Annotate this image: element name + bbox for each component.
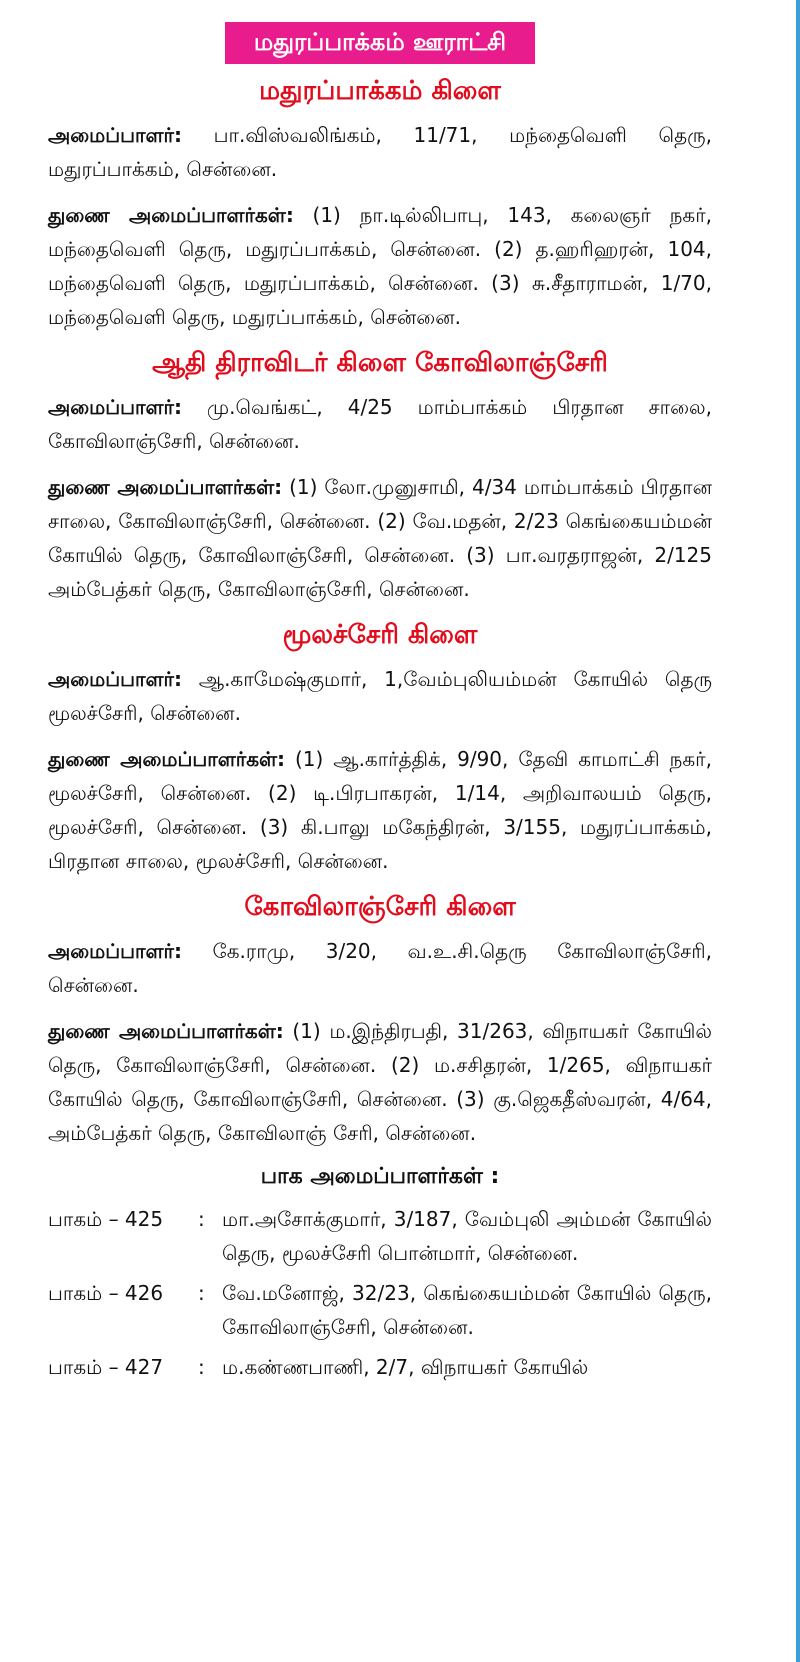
organizer-paragraph (48, 118, 712, 186)
part-label: பாகம் – 425 (48, 1207, 164, 1231)
deputy-label: துணை அமைப்பாளர்கள்: (48, 203, 294, 227)
section-kovilancheri (48, 890, 712, 1150)
organizer-text: மு.வெங்கட், 4/25 மாம்பாக்கம் பிரதான சாலை, கோவிலாஞ்சேரி, சென்னை. (48, 395, 712, 453)
part-colon: : (198, 1355, 205, 1379)
deputy-paragraph (48, 198, 712, 334)
part-row (48, 1350, 712, 1384)
part-row (48, 1202, 712, 1270)
organizer-text: ஆ.காமேஷ்குமார், 1,வேம்புலியம்மன் கோயில் தெரு மூலச்சேரி, சென்னை. (48, 667, 712, 725)
deputy-text: (1) நா.டில்லிபாபு, 143, கலைஞர் நகர், மந்தைவெளி தெரு, மதுரப்பாக்கம், சென்னை. (2) த.ஹரிஹரன், 104, மந்தைவெளி தெரு, மதுரப்பாக்கம், சென்னை. (3) சு.சீதாராமன், 1/70, மந்தைவெளி தெரு, மதுரப்பாக்கம், சென்னை. (48, 203, 712, 329)
deputy-paragraph (48, 1014, 712, 1150)
organizer-paragraph (48, 662, 712, 730)
organizer-paragraph (48, 934, 712, 1002)
part-text: வே.மனோஜ், 32/23, கெங்கையம்மன் கோயில் தெரு, கோவிலாஞ்சேரி, சென்னை. (222, 1281, 712, 1339)
deputy-text: (1) ம.இந்திரபதி, 31/263, விநாயகர் கோயில் தெரு, கோவிலாஞ்சேரி, சென்னை. (2) ம.சசிதரன், 1/265, விநாயகர் கோயில் தெரு, கோவிலாஞ்சேரி, சென்னை. (3) கு.ஜெகதீஸ்வரன், 4/64, அம்பேத்கர் தெரு, கோவிலாஞ் சேரி, சென்னை. (48, 1019, 712, 1145)
organizer-label: அமைப்பாளர்: (48, 395, 182, 419)
organizer-label: அமைப்பாளர்: (48, 667, 182, 691)
deputy-paragraph (48, 470, 712, 606)
deputy-paragraph (48, 742, 712, 878)
content-column (0, 22, 760, 1384)
section-title: ஆதி திராவிடர் கிளை கோவிலாஞ்சேரி (152, 348, 608, 378)
deputy-text: (1) ஆ.கார்த்திக், 9/90, தேவி காமாட்சி நகர், மூலச்சேரி, சென்னை. (2) டி.பிரபாகரன், 1/14, அறிவாலயம் தெரு, மூலச்சேரி, சென்னை. (3) கி.பாலு மகேந்திரன், 3/155, மதுரப்பாக்கம், பிரதான சாலை, மூலச்சேரி, சென்னை. (48, 747, 712, 873)
part-organizers-heading: பாக அமைப்பாளர்கள் : (260, 1164, 500, 1189)
deputy-label: துணை அமைப்பாளர்கள்: (48, 1019, 284, 1043)
panchayat-banner: மதுரப்பாக்கம் ஊராட்சி (225, 22, 535, 64)
deputy-label: துணை அமைப்பாளர்கள்: (48, 747, 286, 771)
deputy-label: துணை அமைப்பாளர்கள்: (48, 475, 283, 499)
section-title: மூலச்சேரி கிளை (282, 620, 478, 650)
organizer-paragraph (48, 390, 712, 458)
organizer-text: கே.ராமு, 3/20, வ.உ.சி.தெரு கோவிலாஞ்சேரி, சென்னை. (48, 939, 712, 997)
section-madurapakkam (48, 74, 712, 334)
section-moolacheri (48, 618, 712, 878)
page-border (796, 0, 800, 1662)
organizer-label: அமைப்பாளர்: (48, 123, 182, 147)
part-label: பாகம் – 426 (48, 1281, 164, 1305)
part-text: மா.அசோக்குமார், 3/187, வேம்புலி அம்மன் கோயில் தெரு, மூலச்சேரி பொன்மார், சென்னை. (222, 1207, 712, 1265)
section-adi-dravidar (48, 346, 712, 606)
part-row (48, 1276, 712, 1344)
organizer-text: பா.விஸ்வலிங்கம், 11/71, மந்தைவெளி தெரு, மதுரப்பாக்கம், சென்னை. (48, 123, 712, 181)
part-colon: : (198, 1281, 205, 1305)
organizer-label: அமைப்பாளர்: (48, 939, 182, 963)
part-colon: : (198, 1207, 205, 1231)
section-title: மதுரப்பாக்கம் கிளை (259, 76, 501, 106)
section-title: கோவிலாஞ்சேரி கிளை (244, 892, 516, 922)
part-label: பாகம் – 427 (48, 1355, 164, 1379)
deputy-text: (1) லோ.முனுசாமி, 4/34 மாம்பாக்கம் பிரதான சாலை, கோவிலாஞ்சேரி, சென்னை. (2) வே.மதன், 2/23 கெங்கையம்மன் கோயில் தெரு, கோவிலாஞ்சேரி, சென்னை. (3) பா.வரதராஜன், 2/125 அம்பேத்கர் தெரு, கோவிலாஞ்சேரி, சென்னை. (48, 475, 712, 601)
part-text: ம.கண்ணபாணி, 2/7, விநாயகர் கோயில் (222, 1355, 589, 1379)
